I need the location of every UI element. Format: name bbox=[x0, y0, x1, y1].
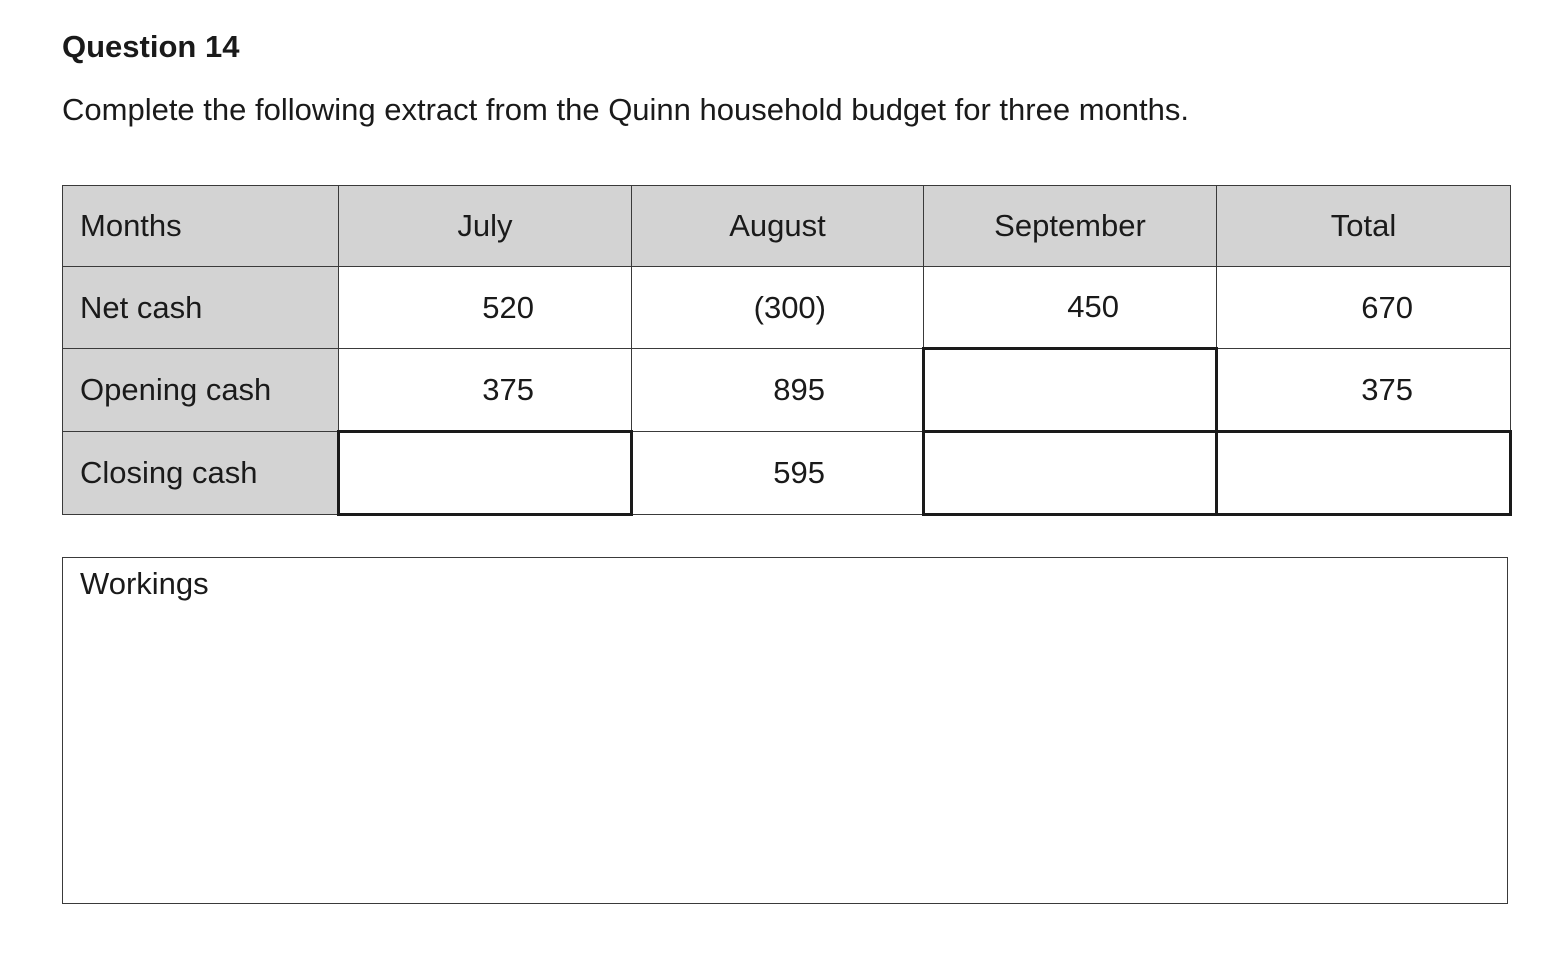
workings-label: Workings bbox=[80, 566, 209, 601]
net-cash-september: 450 bbox=[924, 267, 1217, 349]
table-header-row bbox=[63, 186, 1511, 267]
budget-table bbox=[62, 185, 1512, 516]
header-months-label: Months bbox=[63, 186, 339, 267]
row-label-opening-cash: Opening cash bbox=[63, 349, 339, 432]
closing-cash-august: 595 bbox=[632, 432, 924, 515]
question-instruction: Complete the following extract from the Quinn household budget for three months. bbox=[62, 92, 1189, 127]
closing-cash-july-answer-box[interactable] bbox=[339, 432, 632, 515]
workings-box[interactable] bbox=[62, 557, 1508, 904]
header-august: August bbox=[632, 186, 924, 267]
table-row-net-cash bbox=[63, 267, 1511, 349]
opening-cash-august: 895 bbox=[632, 349, 924, 432]
row-label-net-cash: Net cash bbox=[63, 267, 339, 349]
table-row-closing-cash bbox=[63, 432, 1511, 515]
table-row-opening-cash bbox=[63, 349, 1511, 432]
opening-cash-total: 375 bbox=[1217, 349, 1511, 432]
opening-cash-july: 375 bbox=[339, 349, 632, 432]
header-total: Total bbox=[1217, 186, 1511, 267]
question-title: Question 14 bbox=[62, 29, 240, 64]
closing-cash-september-answer-box[interactable] bbox=[924, 432, 1217, 515]
header-july: July bbox=[339, 186, 632, 267]
row-label-closing-cash: Closing cash bbox=[63, 432, 339, 515]
opening-cash-september-answer-box[interactable] bbox=[924, 349, 1217, 432]
net-cash-july: 520 bbox=[339, 267, 632, 349]
net-cash-august: (300) bbox=[632, 267, 924, 349]
closing-cash-total-answer-box[interactable] bbox=[1217, 432, 1511, 515]
header-september: September bbox=[924, 186, 1217, 267]
net-cash-total: 670 bbox=[1217, 267, 1511, 349]
